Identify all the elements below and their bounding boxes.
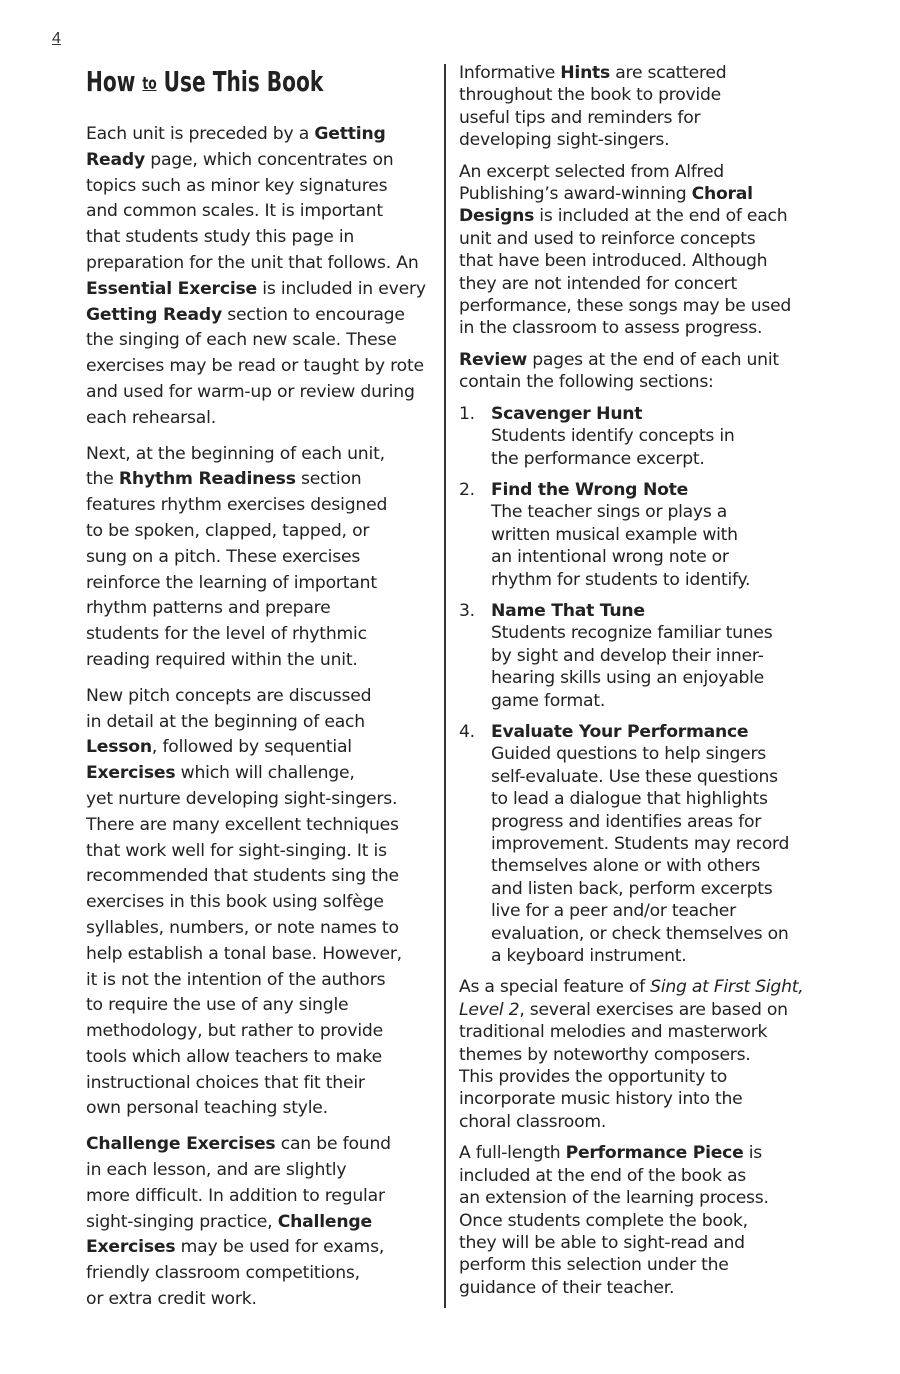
text: is (743, 1143, 762, 1164)
text-line: preparation for the unit that follows. An (86, 252, 419, 273)
review-item-number: 4. (459, 721, 475, 742)
text-line: or extra credit work. (86, 1289, 257, 1310)
text: can be found (275, 1134, 391, 1155)
text-line: There are many excellent techniques (86, 814, 399, 835)
text-line: perform this selection under the (459, 1255, 729, 1276)
title-to: to (142, 74, 157, 94)
term-choral: Choral (691, 184, 753, 205)
text-line: the singing of each new scale. These (86, 330, 397, 351)
text-line: an intentional wrong note or (491, 547, 729, 568)
text-line: hearing skills using an enjoyable (491, 668, 765, 689)
text: are scattered (610, 63, 727, 83)
text-line: that students study this page in (86, 227, 355, 248)
text: section (295, 469, 362, 490)
text-line: students for the level of rhythmic (86, 624, 367, 645)
review-item-title: Evaluate Your Performance (491, 721, 749, 742)
text: pages at the end of each unit (527, 349, 779, 370)
review-item (459, 403, 809, 470)
term-getting-ready: Getting Ready (86, 304, 223, 325)
text-line: a keyboard instrument. (491, 946, 687, 967)
text: page, which concentrates on (145, 149, 394, 170)
page-title (86, 62, 339, 104)
text-line: syllables, numbers, or note names to (86, 917, 399, 938)
review-item-description (491, 425, 809, 470)
text-line: choral classroom. (459, 1111, 607, 1132)
text-line: traditional melodies and masterwork (459, 1022, 768, 1043)
text-line: yet nurture developing sight-singers. (86, 788, 398, 809)
text-line: Once students complete the book, (459, 1210, 748, 1231)
text-line: rhythm patterns and prepare (86, 598, 331, 619)
text-line: The teacher sings or plays a (491, 502, 728, 523)
review-item-title: Name That Tune (491, 600, 645, 621)
text-line: it is not the intention of the authors (86, 969, 386, 990)
term-exercises: Exercises (86, 1237, 176, 1258)
text-line: contain the following sections: (459, 372, 714, 393)
text-line: improvement. Students may record (491, 834, 790, 854)
paragraph-getting-ready (86, 122, 438, 432)
text-line: throughout the book to provide (459, 85, 721, 106)
text-line: more difficult. In addition to regular (86, 1185, 385, 1206)
text-line: topics such as minor key signatures (86, 175, 388, 196)
text-line: themselves alone or with others (491, 856, 761, 877)
left-column (86, 62, 438, 1323)
text-line: that work well for sight-singing. It is (86, 840, 387, 861)
text-line: Next, at the beginning of each unit, (86, 443, 385, 464)
text-line: evaluation, or check themselves on (491, 923, 789, 944)
review-item-title: Scavenger Hunt (491, 403, 643, 424)
text-line: Students identify concepts in (491, 426, 735, 447)
text: , several exercises are based on (519, 999, 788, 1020)
text-line: Guided questions to help singers (491, 744, 766, 765)
text: Each unit is preceded by a (86, 124, 315, 144)
review-item-number: 2. (459, 479, 475, 500)
term-performance-piece: Performance Piece (565, 1143, 744, 1164)
title-part-1: How (86, 65, 143, 98)
term-challenge-exercises: Challenge Exercises (86, 1134, 276, 1155)
paragraph-special-feature (459, 976, 809, 1133)
text-line: help establish a tonal base. However, (86, 943, 402, 964)
text-line: rhythm for students to identify. (491, 569, 751, 590)
text-line: that have been introduced. Although (459, 251, 768, 272)
paragraph-lessons (86, 684, 438, 1123)
title-part-2: Use This Book (156, 65, 324, 98)
text-line: useful tips and reminders for (459, 107, 701, 128)
text-line: An excerpt selected from Alfred (459, 161, 724, 182)
review-sections-list (459, 403, 809, 968)
page-number: 4 (52, 30, 61, 47)
text-line: reinforce the learning of important (86, 572, 377, 593)
text-line: reading required within the unit. (86, 649, 358, 670)
text-line: friendly classroom competitions, (86, 1263, 360, 1284)
text-line: to require the use of any single (86, 995, 349, 1016)
text: sight-singing practice, (86, 1211, 278, 1232)
paragraph-choral-designs (459, 161, 809, 340)
term-essential-exercise: Essential Exercise (86, 278, 258, 299)
review-item-number: 1. (459, 403, 475, 424)
text-line: they are not intended for concert (459, 273, 737, 294)
review-item-title: Find the Wrong Note (491, 479, 689, 500)
right-column (459, 62, 809, 1308)
text: As a special feature of (459, 977, 651, 998)
text-line: This provides the opportunity to (459, 1067, 728, 1088)
review-item (459, 721, 809, 967)
term-hints: Hints (560, 63, 611, 83)
text-line: and common scales. It is important (86, 201, 383, 222)
text: , followed by sequential (151, 737, 352, 758)
text-line: live for a peer and/or teacher (491, 901, 736, 922)
paragraph-hints (459, 62, 809, 152)
text: Informative (459, 63, 561, 83)
text-line: guidance of their teacher. (459, 1277, 675, 1298)
text-line: they will be able to sight-read and (459, 1232, 745, 1253)
paragraph-performance-piece (459, 1142, 809, 1299)
text-line: sung on a pitch. These exercises (86, 546, 361, 567)
text: section to encourage (222, 304, 405, 325)
text: is included in every (257, 278, 426, 299)
text: which will challenge, (175, 763, 355, 784)
text-line: to lead a dialogue that highlights (491, 789, 768, 810)
text-line: recommended that students sing the (86, 866, 399, 887)
review-item (459, 600, 809, 712)
term-review: Review (459, 349, 528, 370)
text-line: in each lesson, and are slightly (86, 1160, 347, 1181)
text-line: instructional choices that fit their (86, 1072, 365, 1093)
text-line: self-evaluate. Use these questions (491, 766, 778, 787)
review-item-description (491, 743, 809, 967)
text-line: Students recognize familiar tunes (491, 623, 773, 644)
text-line: unit and used to reinforce concepts (459, 228, 756, 249)
text-line: by sight and develop their inner- (491, 645, 764, 666)
text-line: performance, these songs may be used (459, 296, 792, 317)
text-line: tools which allow teachers to make (86, 1046, 382, 1067)
text-line: methodology, but rather to provide (86, 1021, 383, 1042)
term-exercises: Exercises (86, 763, 176, 784)
paragraph-review (459, 349, 809, 394)
review-item-description (491, 501, 809, 591)
text-line: progress and identifies areas for (491, 811, 762, 832)
text: the (86, 469, 119, 490)
text: is included at the end of each (534, 206, 788, 227)
text-line: the performance excerpt. (491, 448, 705, 469)
text: Publishing’s award-winning (459, 184, 692, 205)
text-line: and listen back, perform excerpts (491, 878, 773, 899)
text-line: an extension of the learning process. (459, 1188, 769, 1209)
text-line: game format. (491, 690, 606, 711)
paragraph-challenge-exercises (86, 1132, 438, 1313)
text-line: in the classroom to assess progress. (459, 318, 763, 339)
book-level-italic: Level 2 (459, 999, 520, 1020)
text: may be used for exams, (175, 1237, 385, 1258)
text-line: themes by noteworthy composers. (459, 1044, 751, 1065)
term-getting: Getting (314, 124, 386, 144)
term-challenge: Challenge (277, 1211, 372, 1232)
book-title-italic: Sing at First Sight, (650, 977, 804, 998)
term-designs: Designs (459, 206, 535, 227)
text-line: developing sight-singers. (459, 130, 670, 151)
review-item-number: 3. (459, 600, 475, 621)
text-line: exercises may be read or taught by rote (86, 356, 424, 377)
text-line: own personal teaching style. (86, 1098, 328, 1119)
text-line: and used for warm-up or review during (86, 381, 415, 402)
review-item-description (491, 622, 809, 712)
column-divider (444, 64, 446, 1308)
text-line: exercises in this book using solfège (86, 892, 384, 913)
review-item (459, 479, 809, 591)
text-line: each rehearsal. (86, 407, 216, 428)
text-line: to be spoken, clapped, tapped, or (86, 520, 370, 541)
text-line: incorporate music history into the (459, 1089, 743, 1110)
text: A full-length (459, 1143, 566, 1164)
paragraph-rhythm-readiness (86, 442, 438, 674)
text-line: in detail at the beginning of each (86, 711, 365, 732)
text-line: written musical example with (491, 524, 738, 545)
text-line: features rhythm exercises designed (86, 495, 388, 516)
term-lesson: Lesson (86, 737, 152, 758)
term-rhythm-readiness: Rhythm Readiness (118, 469, 296, 490)
text-line: included at the end of the book as (459, 1165, 746, 1186)
term-ready: Ready (86, 149, 145, 170)
text-line: New pitch concepts are discussed (86, 685, 372, 706)
